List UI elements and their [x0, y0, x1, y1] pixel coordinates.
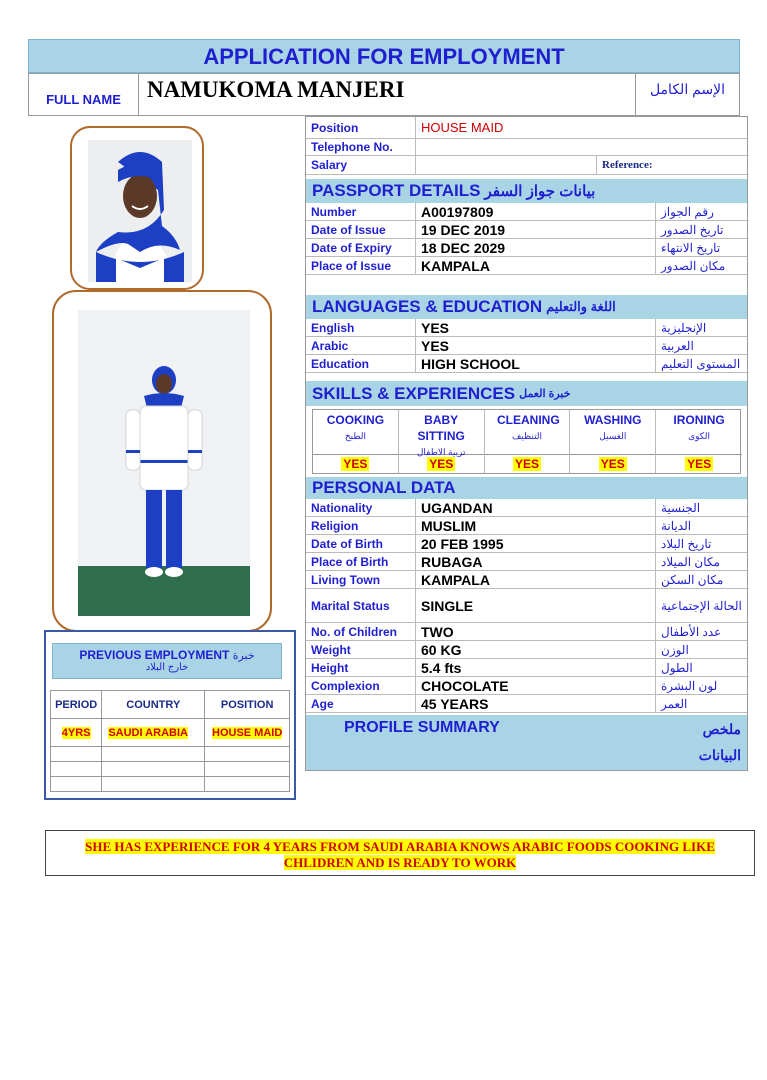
skills-title-ar: خبرة العمل — [519, 388, 571, 400]
skill-value — [656, 454, 742, 474]
personal-label-ar: الديانة — [661, 518, 692, 533]
previous-employment-title-ar-1: خبرة — [232, 650, 255, 662]
portrait-photo — [88, 140, 192, 282]
personal-label: Nationality — [306, 499, 416, 516]
personal-label-ar: لون البشرة — [661, 678, 718, 693]
skill-name: WASHING الغسيل — [583, 410, 643, 452]
personal-value: RUBAGA — [416, 553, 656, 570]
period-cell — [51, 719, 102, 747]
summary-line-1: SHE HAS EXPERIENCE FOR 4 YEARS FROM SAUDI ARABIA KNOWS ARABIC FOODS COOKING LIKE — [85, 839, 715, 854]
passport-label-ar: مكان الصدور — [661, 258, 726, 273]
language-label-ar: المستوى التعليم — [661, 356, 741, 371]
personal-label: Height — [306, 659, 416, 676]
skill-name: COOKING الطبخ — [325, 410, 385, 452]
personal-label-ar: عدد الأطفال — [661, 624, 722, 639]
skill-value — [313, 454, 398, 474]
position-value: HOUSE MAID — [421, 120, 504, 135]
skill-value — [570, 454, 655, 474]
language-label: Arabic — [306, 337, 416, 354]
page-title: APPLICATION FOR EMPLOYMENT — [28, 39, 740, 73]
personal-row — [306, 695, 747, 713]
personal-row — [306, 499, 747, 517]
personal-row — [306, 571, 747, 589]
empty-row — [51, 777, 290, 792]
personal-row — [306, 517, 747, 535]
passport-row — [306, 257, 747, 275]
personal-value: 5.4 fts — [416, 659, 656, 676]
position-label: Position — [306, 117, 416, 138]
empty-row — [51, 747, 290, 762]
personal-label: Date of Birth — [306, 535, 416, 552]
personal-value: MUSLIM — [416, 517, 656, 534]
language-value: YES — [416, 337, 656, 354]
passport-label: Place of Issue — [306, 257, 416, 274]
language-row — [306, 355, 747, 373]
languages-title-ar: اللغة والتعليم — [546, 299, 616, 314]
skill-name-ar: تربية الاطفال — [416, 447, 466, 457]
previous-employment-box — [44, 630, 296, 800]
position-value-cell: HOUSE MAID — [212, 726, 283, 739]
skill-ironing — [656, 410, 742, 473]
skill-yes-badge: YES — [343, 457, 368, 471]
language-row — [306, 337, 747, 355]
personal-row — [306, 589, 747, 623]
position-row — [306, 117, 747, 139]
skill-cooking — [313, 410, 399, 473]
profile-summary-title-ar-1: ملخص — [702, 721, 741, 737]
passport-value: 19 DEC 2019 — [416, 221, 656, 238]
country-cell — [102, 719, 205, 747]
portrait-photo-frame — [70, 126, 204, 290]
personal-label: Place of Birth — [306, 553, 416, 570]
previous-employment-title-ar-2: خارج البلاد — [145, 662, 189, 673]
previous-employment-header — [52, 643, 282, 679]
summary-text-box — [45, 830, 755, 876]
passport-label-ar: تاريخ الانتهاء — [661, 240, 721, 255]
passport-value: 18 DEC 2029 — [416, 239, 656, 256]
passport-label: Date of Issue — [306, 221, 416, 238]
passport-label: Date of Expiry — [306, 239, 416, 256]
personal-title: PERSONAL DATA — [312, 478, 456, 497]
personal-label-ar: مكان السكن — [661, 572, 724, 587]
personal-value: 20 FEB 1995 — [416, 535, 656, 552]
personal-label: Complexion — [306, 677, 416, 694]
language-label: English — [306, 319, 416, 336]
personal-label: No. of Children — [306, 623, 416, 640]
skill-baby-sitting — [399, 410, 485, 473]
period-value: 4YRS — [61, 726, 91, 739]
skill-value — [399, 454, 484, 474]
personal-label: Age — [306, 695, 416, 712]
passport-value: KAMPALA — [416, 257, 656, 274]
languages-title: LANGUAGES & EDUCATION — [312, 297, 543, 316]
skill-yes-badge: YES — [687, 457, 712, 471]
details-table — [305, 116, 748, 771]
personal-label-ar: تاريخ البلاد — [661, 536, 712, 551]
personal-label-ar: العمر — [661, 696, 688, 711]
skill-yes-badge: YES — [514, 457, 539, 471]
telephone-row — [306, 139, 747, 156]
skill-name-ar: التنظيف — [511, 431, 543, 441]
passport-row — [306, 203, 747, 221]
personal-value: UGANDAN — [416, 499, 656, 516]
skills-title: SKILLS & EXPERIENCES — [312, 383, 516, 403]
skill-name: IRONING الكوى — [669, 410, 729, 452]
passport-title: PASSPORT DETAILS — [312, 181, 481, 200]
previous-employment-header-row — [51, 691, 290, 719]
empty-row — [51, 762, 290, 777]
full-body-illustration — [78, 310, 250, 616]
previous-employment-title: PREVIOUS EMPLOYMENT — [79, 648, 230, 662]
full-body-photo-frame — [52, 290, 272, 632]
skill-cleaning — [485, 410, 571, 473]
passport-value: A00197809 — [416, 203, 656, 220]
personal-value: 45 YEARS — [416, 695, 656, 712]
personal-value: KAMPALA — [416, 571, 656, 588]
personal-label-ar: مكان الميلاد — [661, 554, 720, 569]
reference-label: Reference: — [596, 156, 747, 174]
skills-section-header — [306, 381, 747, 406]
personal-row — [306, 553, 747, 571]
passport-section-header — [306, 179, 747, 203]
previous-employment-table — [50, 690, 290, 792]
personal-section-header — [306, 477, 747, 499]
language-label: Education — [306, 355, 416, 372]
full-name-label-ar: الإسم الكامل — [635, 74, 739, 115]
skill-yes-badge: YES — [429, 457, 454, 471]
skill-value — [485, 454, 570, 474]
summary-line-2: CHLIDREN AND IS READY TO WORK — [283, 855, 517, 870]
personal-label: Living Town — [306, 571, 416, 588]
personal-label-ar: الحالة الإجتماعية — [661, 598, 742, 613]
period-header: PERIOD — [51, 691, 102, 719]
portrait-illustration — [88, 140, 192, 282]
personal-row — [306, 677, 747, 695]
personal-value: TWO — [416, 623, 656, 640]
personal-label: Marital Status — [306, 589, 416, 622]
personal-row — [306, 535, 747, 553]
salary-label: Salary — [306, 156, 416, 174]
personal-row — [306, 659, 747, 677]
language-value: YES — [416, 319, 656, 336]
personal-label-ar: الطول — [661, 660, 693, 675]
personal-value: 60 KG — [416, 641, 656, 658]
full-name-label: FULL NAME — [29, 74, 139, 115]
personal-value: SINGLE — [416, 589, 656, 622]
language-label-ar: العربية — [661, 338, 694, 353]
passport-label-ar: تاريخ الصدور — [661, 222, 724, 237]
skill-name-ar: الطبخ — [344, 431, 366, 441]
language-value: HIGH SCHOOL — [416, 355, 656, 372]
skill-name-ar: الغسيل — [599, 431, 627, 441]
personal-value: CHOCOLATE — [416, 677, 656, 694]
previous-employment-row — [51, 719, 290, 747]
skill-name: BABY SITTING تربية الاطفال — [411, 410, 471, 452]
position-header: POSITION — [205, 691, 290, 719]
personal-label: Weight — [306, 641, 416, 658]
passport-label: Number — [306, 203, 416, 220]
skill-yes-badge: YES — [600, 457, 625, 471]
personal-label-ar: الجنسية — [661, 500, 701, 515]
personal-label: Religion — [306, 517, 416, 534]
position-cell — [205, 719, 290, 747]
skill-name: CLEANING التنظيف — [497, 410, 557, 452]
passport-label-ar: رقم الجواز — [661, 204, 714, 219]
profile-summary-header — [306, 715, 747, 770]
country-value: SAUDI ARABIA — [108, 726, 188, 739]
personal-label-ar: الوزن — [661, 642, 689, 657]
passport-title-ar: بيانات جواز السفر — [484, 183, 596, 200]
skill-washing — [570, 410, 656, 473]
profile-summary-title-ar-2: البيانات — [698, 747, 741, 763]
full-body-photo — [78, 310, 250, 616]
personal-row — [306, 641, 747, 659]
language-row — [306, 319, 747, 337]
full-name-row — [28, 73, 740, 116]
country-header: COUNTRY — [102, 691, 205, 719]
passport-row — [306, 239, 747, 257]
language-label-ar: الإنجليزية — [661, 320, 707, 335]
passport-row — [306, 221, 747, 239]
telephone-label: Telephone No. — [306, 139, 416, 155]
profile-summary-title: PROFILE SUMMARY — [344, 719, 500, 736]
skill-name-ar: الكوى — [688, 431, 711, 441]
personal-row — [306, 623, 747, 641]
skills-grid — [312, 409, 741, 474]
languages-section-header — [306, 295, 747, 319]
full-name-value: NAMUKOMA MANJERI — [147, 77, 405, 102]
salary-row — [306, 156, 747, 175]
